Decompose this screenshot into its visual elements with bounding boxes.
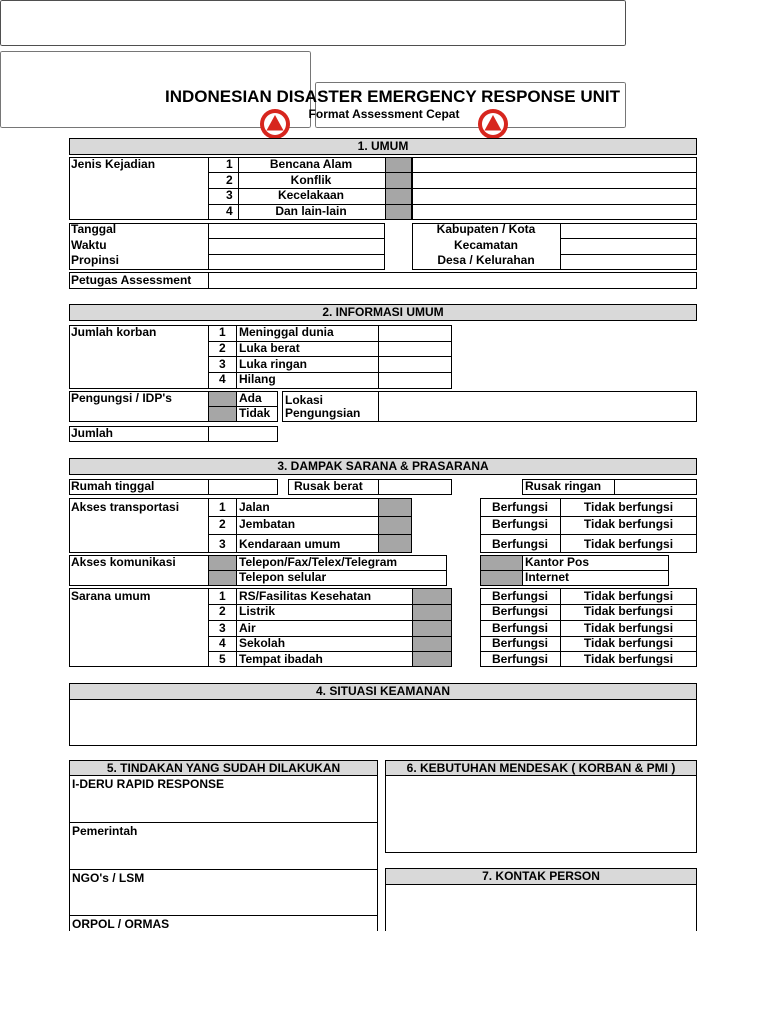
akses-label: Jalan xyxy=(239,500,270,514)
kebutuhan-mendesak-box xyxy=(385,775,697,853)
akses-komunikasi-label: Akses komunikasi xyxy=(71,555,176,569)
rusak-ringan-input[interactable] xyxy=(617,481,693,493)
jumlah-input[interactable] xyxy=(211,428,274,440)
jenis-checkbox[interactable] xyxy=(385,204,412,220)
jenis-num: 3 xyxy=(226,188,233,202)
korban-count-input[interactable] xyxy=(381,343,448,355)
logo-right-icon xyxy=(477,108,509,140)
sarana-checkbox[interactable] xyxy=(412,620,452,637)
rusak-berat-input[interactable] xyxy=(381,481,448,493)
jenis-num: 4 xyxy=(226,204,233,218)
ada-label: Ada xyxy=(239,391,262,405)
tidak-berfungsi-option[interactable]: Tidak berfungsi xyxy=(583,652,674,666)
kecamatan-input[interactable] xyxy=(563,240,693,253)
pengungsian-label: Pengungsian xyxy=(285,406,361,420)
rusak-berat-label: Rusak berat xyxy=(294,479,363,493)
waktu-input[interactable] xyxy=(211,240,381,253)
jumlah-korban-label: Jumlah korban xyxy=(71,325,157,339)
berfungsi-option[interactable]: Berfungsi xyxy=(491,652,548,666)
sarana-checkbox[interactable] xyxy=(412,636,452,652)
jenis-num: 1 xyxy=(226,157,233,171)
ada-checkbox[interactable] xyxy=(208,391,237,407)
tindakan-item-label: ORPOL / ORMAS xyxy=(72,917,170,931)
akses-checkbox[interactable] xyxy=(378,498,412,517)
korban-count-input[interactable] xyxy=(381,374,448,387)
korban-num: 4 xyxy=(219,372,226,386)
lokasi-label: Lokasi xyxy=(285,393,324,407)
berfungsi-option[interactable]: Berfungsi xyxy=(491,517,548,531)
page-subtitle: Format Assessment Cepat xyxy=(308,107,460,121)
tidak-berfungsi-option[interactable]: Tidak berfungsi xyxy=(583,636,674,650)
korban-label: Hilang xyxy=(239,372,276,386)
sarana-umum-label: Sarana umum xyxy=(71,589,151,603)
sarana-num: 4 xyxy=(219,636,226,650)
sarana-checkbox[interactable] xyxy=(412,588,452,605)
kantor-pos-label: Kantor Pos xyxy=(525,555,590,569)
internet-label: Internet xyxy=(525,570,570,584)
akses-checkbox[interactable] xyxy=(378,516,412,535)
desa-label: Desa / Kelurahan xyxy=(437,253,535,267)
logo-left-icon xyxy=(259,108,291,140)
rumah-tinggal-label: Rumah tinggal xyxy=(71,479,155,493)
berfungsi-option[interactable]: Berfungsi xyxy=(491,621,548,635)
jenis-checkbox[interactable] xyxy=(385,157,412,173)
sarana-label: Air xyxy=(239,621,256,635)
tanggal-input[interactable] xyxy=(211,224,381,237)
jenis-num: 2 xyxy=(226,173,233,187)
kantor-pos-checkbox[interactable] xyxy=(480,555,523,571)
petugas-input[interactable] xyxy=(211,274,693,287)
sarana-label: Sekolah xyxy=(239,636,286,650)
sarana-num: 5 xyxy=(219,652,226,666)
kecamatan-label: Kecamatan xyxy=(453,238,519,252)
rusak-ringan-label: Rusak ringan xyxy=(525,479,602,493)
sarana-label: RS/Fasilitas Kesehatan xyxy=(239,589,372,603)
jenis-option-label: Konflik xyxy=(290,173,332,187)
lokasi-pengungsian-input[interactable] xyxy=(381,393,693,419)
section-6-header: 6. KEBUTUHAN MENDESAK ( KORBAN & PMI ) xyxy=(385,760,697,776)
tidak-berfungsi-option[interactable]: Tidak berfungsi xyxy=(583,604,674,618)
section-4-header: 4. SITUASI KEAMANAN xyxy=(69,683,697,700)
korban-count-input[interactable] xyxy=(381,327,448,340)
internet-checkbox[interactable] xyxy=(480,570,523,586)
propinsi-input[interactable] xyxy=(211,255,381,268)
jumlah-label: Jumlah xyxy=(71,426,114,440)
telepon-checkbox[interactable] xyxy=(208,555,237,571)
sarana-label: Tempat ibadah xyxy=(239,652,323,666)
akses-label: Kendaraan umum xyxy=(239,537,341,551)
sarana-checkbox[interactable] xyxy=(412,604,452,621)
section-1-header: 1. UMUM xyxy=(69,138,697,155)
situasi-keamanan-input[interactable] xyxy=(0,0,626,46)
desa-input[interactable] xyxy=(563,255,693,268)
jenis-option-label: Bencana Alam xyxy=(269,157,353,171)
berfungsi-option[interactable]: Berfungsi xyxy=(491,500,548,514)
akses-num: 2 xyxy=(219,517,226,531)
tidak-berfungsi-option[interactable]: Tidak berfungsi xyxy=(583,589,674,603)
tindakan-item-label: Pemerintah xyxy=(72,824,138,838)
korban-label: Luka ringan xyxy=(239,357,308,371)
sarana-label: Listrik xyxy=(239,604,276,618)
tindakan-item-label: NGO's / LSM xyxy=(72,871,145,885)
korban-count-input[interactable] xyxy=(381,358,448,371)
tidak-berfungsi-option[interactable]: Tidak berfungsi xyxy=(583,517,674,531)
berfungsi-option[interactable]: Berfungsi xyxy=(491,604,548,618)
tidak-berfungsi-option[interactable]: Tidak berfungsi xyxy=(583,537,674,551)
berfungsi-option[interactable]: Berfungsi xyxy=(491,589,548,603)
korban-num: 3 xyxy=(219,357,226,371)
jenis-kejadian-label: Jenis Kejadian xyxy=(71,157,156,171)
jenis-option-label: Dan lain-lain xyxy=(275,204,347,218)
section-7-header: 7. KONTAK PERSON xyxy=(385,868,697,885)
korban-num: 2 xyxy=(219,341,226,355)
sarana-num: 2 xyxy=(219,604,226,618)
page-title: INDONESIAN DISASTER EMERGENCY RESPONSE UNIT xyxy=(165,87,620,106)
pengungsi-label: Pengungsi / IDP's xyxy=(71,391,172,405)
sarana-num: 1 xyxy=(219,589,226,603)
korban-label: Luka berat xyxy=(239,341,300,355)
selular-checkbox[interactable] xyxy=(208,570,237,586)
tindakan-item-label: I-DERU RAPID RESPONSE xyxy=(72,777,225,791)
berfungsi-option[interactable]: Berfungsi xyxy=(491,636,548,650)
akses-num: 1 xyxy=(219,500,226,514)
kabupaten-input[interactable] xyxy=(563,224,693,237)
tidak-checkbox[interactable] xyxy=(208,406,237,422)
sarana-num: 3 xyxy=(219,621,226,635)
section-3-header: 3. DAMPAK SARANA & PRASARANA xyxy=(69,458,697,475)
telepon-label: Telepon/Fax/Telex/Telegram xyxy=(239,555,398,569)
korban-label: Meninggal dunia xyxy=(239,325,334,339)
akses-num: 3 xyxy=(219,537,226,551)
akses-label: Jembatan xyxy=(239,517,296,531)
waktu-label: Waktu xyxy=(71,238,107,252)
tidak-berfungsi-option[interactable]: Tidak berfungsi xyxy=(583,500,674,514)
situasi-keamanan-box xyxy=(69,699,697,746)
korban-num: 1 xyxy=(219,325,226,339)
selular-label: Telepon selular xyxy=(239,570,327,584)
berfungsi-option[interactable]: Berfungsi xyxy=(491,537,548,551)
kabupaten-label: Kabupaten / Kota xyxy=(436,222,536,236)
kontak-person-box xyxy=(385,884,697,931)
akses-transportasi-label: Akses transportasi xyxy=(71,500,180,514)
akses-checkbox[interactable] xyxy=(378,534,412,553)
tidak-berfungsi-option[interactable]: Tidak berfungsi xyxy=(583,621,674,635)
propinsi-label: Propinsi xyxy=(71,253,120,267)
petugas-label: Petugas Assessment xyxy=(71,273,192,287)
section-5-header: 5. TINDAKAN YANG SUDAH DILAKUKAN xyxy=(69,760,378,776)
jenis-checkbox[interactable] xyxy=(385,172,412,189)
section-2-header: 2. INFORMASI UMUM xyxy=(69,304,697,321)
tidak-label: Tidak xyxy=(239,406,271,420)
tanggal-label: Tanggal xyxy=(71,222,117,236)
jenis-checkbox[interactable] xyxy=(385,188,412,205)
jenis-option-label: Kecelakaan xyxy=(277,188,345,202)
sarana-checkbox[interactable] xyxy=(412,651,452,667)
